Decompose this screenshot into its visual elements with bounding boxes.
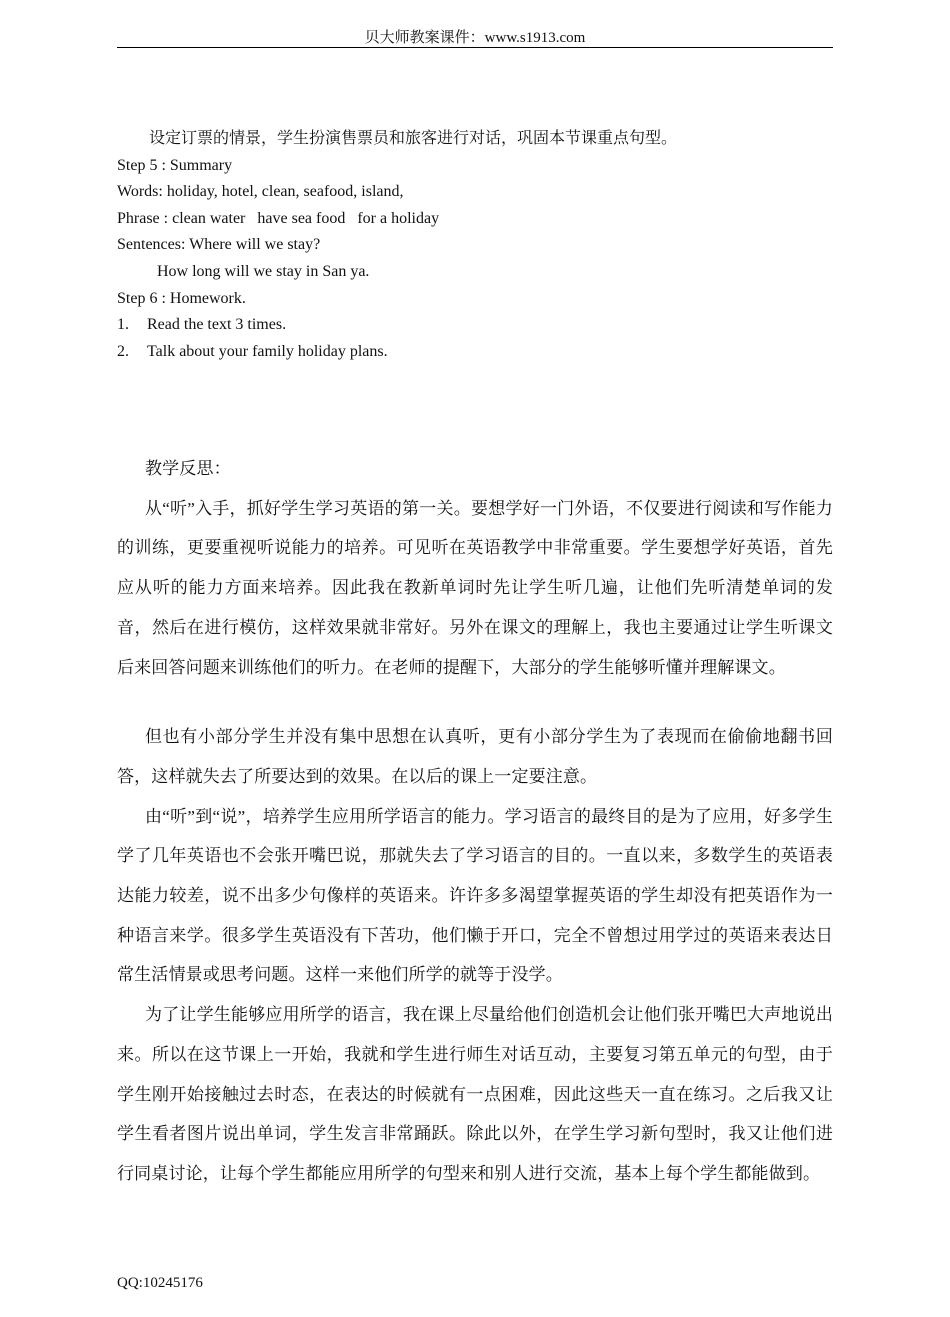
- teaching-reflection: [117, 449, 833, 1194]
- reflection-paragraph: 由“听”到“说”，培养学生应用所学语言的能力。学习语言的最终目的是为了应用，好多学生学了几年英语也不会张开嘴巴说，那就失去了学习语言的目的。一直以来，多数学生的英语表达能力较差，说不出多少句像样的英语来。许许多多渴望掌握英语的学生却没有把英语作为一种语言来学。很多学生英语没有下苦功，他们懒于开口，完全不曾想过用学过的英语来表达日常生活情景或思考问题。这样一来他们所学的就等于没学。: [117, 806, 833, 985]
- reflection-title: 教学反思：: [145, 459, 231, 478]
- page-footer: QQ:10245176: [117, 1275, 203, 1291]
- reflection-paragraph: 为了让学生能够应用所学的语言，我在课上尽量给他们创造机会让他们张开嘴巴大声地说出来。所以在这节课上一开始，我就和学生进行师生对话互动，主要复习第五单元的句型，由于学生刚开始接触过去时态，在表达的时候就有一点困难，因此这些天一直在练习。之后我又让学生看者图片说出单词，学生发言非常踊跃。除此以外，在学生学习新句型时，我又让他们进行同桌讨论，让每个学生都能应用所学的句型来和别人进行交流，基本上每个学生都能做到。: [117, 1005, 833, 1183]
- homework-item: [117, 312, 833, 339]
- homework-item: [117, 339, 833, 366]
- page-header: 贝大师教案课件：www.s1913.com: [364, 30, 586, 46]
- reflection-paragraph: 从“听”入手，抓好学生学习英语的第一关。要想学好一门外语，不仅要进行阅读和写作能力的训练，更要重视听说能力的培养。可见听在英语教学中非常重要。学生要想学好英语，首先应从听的能力方面来培养。因此我在教新单词时先让学生听几遍，让他们先听清楚单词的发音，然后在进行模仿，这样效果就非常好。另外在课文的理解上，我也主要通过让学生听课文后来回答问题来训练他们的听力。在老师的提醒下，大部分的学生能够听懂并理解课文。: [117, 498, 833, 677]
- lesson-steps: [117, 126, 833, 365]
- summary-words: Words: holiday, hotel, clean, seafood, island,: [117, 183, 404, 201]
- header-divider: [117, 47, 833, 48]
- homework-number: 1.: [117, 316, 129, 334]
- summary-sentence-2: How long will we stay in San ya.: [157, 262, 370, 280]
- activity-intro: 设定订票的情景，学生扮演售票员和旅客进行对话，巩固本节课重点句型。: [149, 130, 678, 147]
- step-5-heading: Step 5 : Summary: [117, 156, 233, 174]
- homework-text: Read the text 3 times.: [147, 316, 287, 334]
- paragraph-gap: [117, 687, 833, 717]
- homework-number: 2.: [117, 342, 129, 360]
- summary-phrase: Phrase : clean water have sea food for a holiday: [117, 209, 440, 227]
- summary-sentences: Sentences: Where will we stay?: [117, 236, 321, 254]
- homework-text: Talk about your family holiday plans.: [147, 342, 388, 360]
- reflection-paragraph: 但也有小部分学生并没有集中思想在认真听，更有小部分学生为了表现而在偷偷地翻书回答，这样就失去了所要达到的效果。在以后的课上一定要注意。: [117, 727, 833, 786]
- step-6-heading: Step 6 : Homework.: [117, 289, 246, 307]
